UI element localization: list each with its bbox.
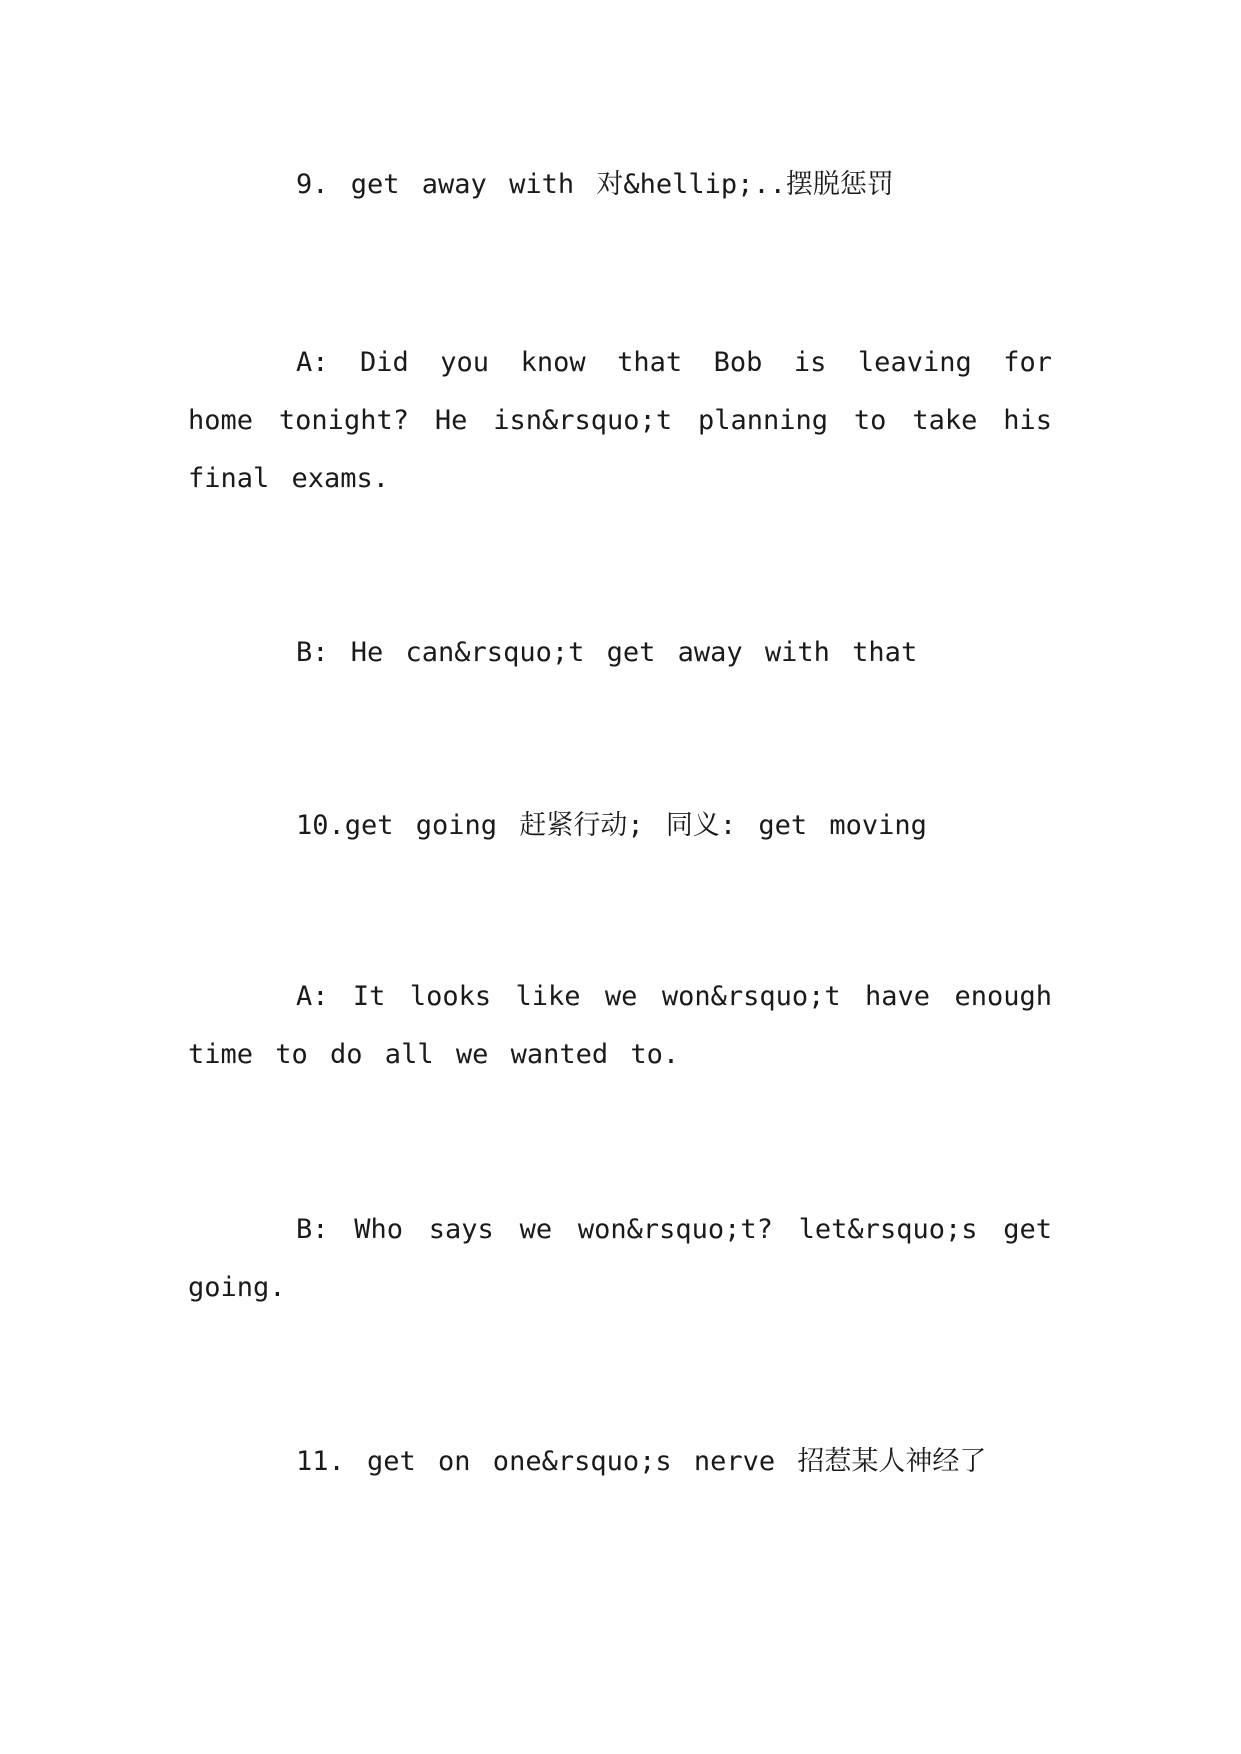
dialog-line-a: A: Did you know that Bob is leaving for home tonight? He isn&rsquo;t planning to take his final exams. [188,347,1052,494]
dialog-line-b: B: He can&rsquo;t get away with that [296,637,918,668]
dialog-line-a: A: It looks like we won&rsquo;t have enough time to do all we wanted to. [188,981,1052,1070]
phrase-heading-10: 10.get going 赶紧行动; 同义: get moving [296,810,927,841]
phrase-heading-11: 11. get on one&rsquo;s nerve 招惹某人神经了 [296,1446,987,1477]
dialog-line-b: B: Who says we won&rsquo;t? let&rsquo;s get going. [188,1214,1052,1303]
phrase-heading-9: 9. get away with 对&hellip;..摆脱惩罚 [296,169,894,200]
